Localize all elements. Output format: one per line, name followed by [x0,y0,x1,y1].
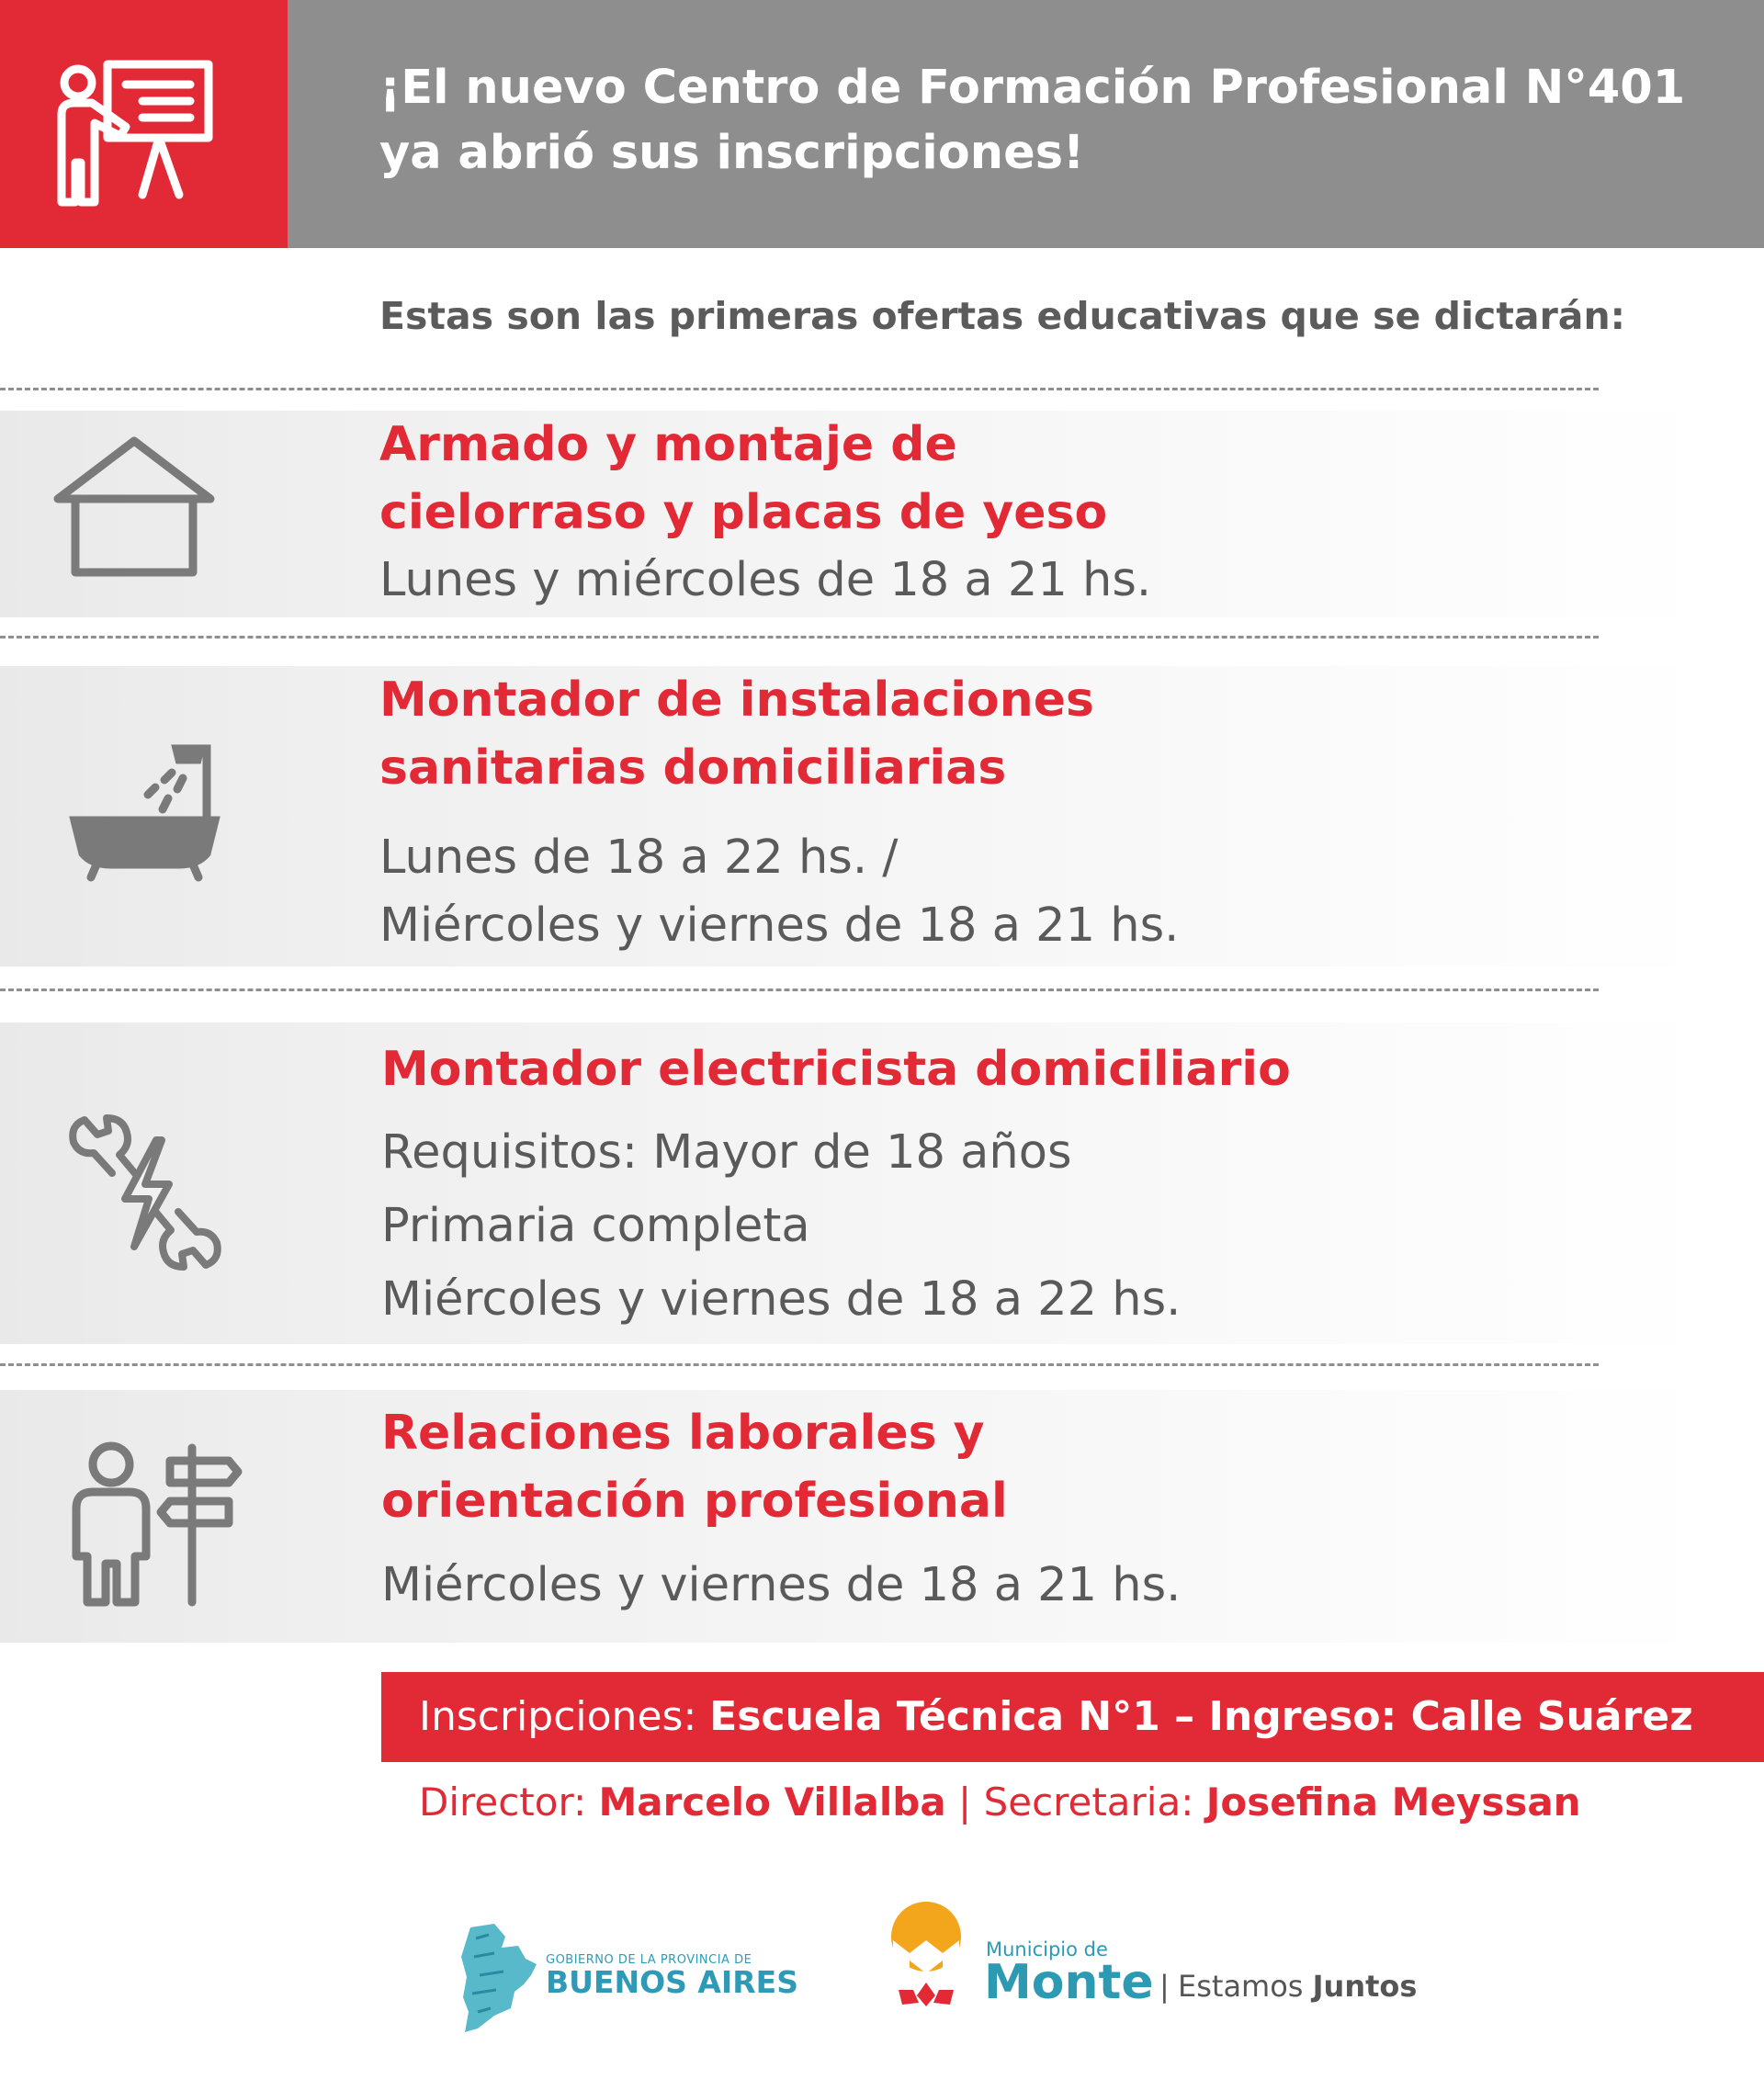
person-signpost-icon [69,1441,243,1615]
director-name: Marcelo Villalba [598,1780,946,1825]
buenos-aires-map-icon [458,1920,540,2035]
divider [0,636,1599,638]
registration-label: Inscripciones: [419,1693,710,1740]
slogan-regular: Estamos [1178,1969,1313,2004]
course-text [379,411,1151,615]
course-requirement: Primaria completa [381,1199,810,1253]
course-card [0,666,1709,966]
course-schedule: Miércoles y viernes de 18 a 21 hs. [379,898,1180,953]
municipio-slogan [1178,1969,1417,2004]
logo-separator: | [1159,1969,1170,2004]
wrench-lightning-icon [66,1114,224,1272]
course-title: Relaciones laborales y [381,1406,985,1461]
municipio-label: Municipio de [986,1938,1108,1960]
registration-location: Escuela Técnica N°1 – Ingreso: Calle Suárez [709,1693,1693,1740]
page-title-line2: ya abrió sus inscripciones! [379,126,1085,180]
monte-logo-icon [884,1900,985,2010]
teacher-board-icon [51,57,216,213]
course-schedule: Miércoles y viernes de 18 a 22 hs. [381,1272,1182,1327]
page-title [379,55,1739,186]
course-title: Montador de instalaciones [379,672,1094,728]
municipio-name: Monte [984,1955,1154,2010]
course-schedule: Lunes y miércoles de 18 a 21 hs. [379,553,1152,607]
course-card [0,1390,1709,1643]
province-logo-large: BUENOS AIRES [546,1964,798,2000]
course-title: Armado y montaje de [379,417,957,472]
director-label: Director: [419,1780,599,1825]
province-logo-small: GOBIERNO DE LA PROVINCIA DE [546,1953,752,1967]
course-text [379,666,1179,960]
course-title: cielorraso y placas de yeso [379,485,1108,540]
staff-separator: | [945,1780,984,1825]
intro-text: Estas son las primeras ofertas educativas que se dictarán: [379,294,1626,338]
secretary-name: Josefina Meyssan [1205,1780,1581,1825]
staff-line [419,1773,1581,1832]
secretary-label: Secretaria: [983,1780,1206,1825]
divider [0,1363,1599,1366]
course-title: orientación profesional [381,1474,1008,1529]
course-title: Montador electricista domiciliario [381,1042,1291,1097]
slogan-bold: Juntos [1312,1969,1418,2004]
course-schedule: Miércoles y viernes de 18 a 21 hs. [381,1558,1182,1612]
course-requirement: Requisitos: Mayor de 18 años [381,1125,1072,1180]
course-card [0,411,1709,617]
province-logo-text [546,1953,798,1998]
course-schedule: Lunes de 18 a 22 hs. / [379,830,899,885]
course-card [0,1023,1709,1344]
divider [0,388,1599,390]
house-icon [51,436,218,579]
course-text [381,1035,1291,1337]
bathtub-shower-icon [69,741,220,884]
divider [0,989,1599,991]
course-text [381,1399,1181,1620]
page-title-line1: ¡El nuevo Centro de Formación Profesional N°401 [379,61,1686,115]
registration-text [419,1672,1693,1762]
header-icon-panel [0,0,288,248]
course-title: sanitarias domiciliarias [379,740,1007,796]
